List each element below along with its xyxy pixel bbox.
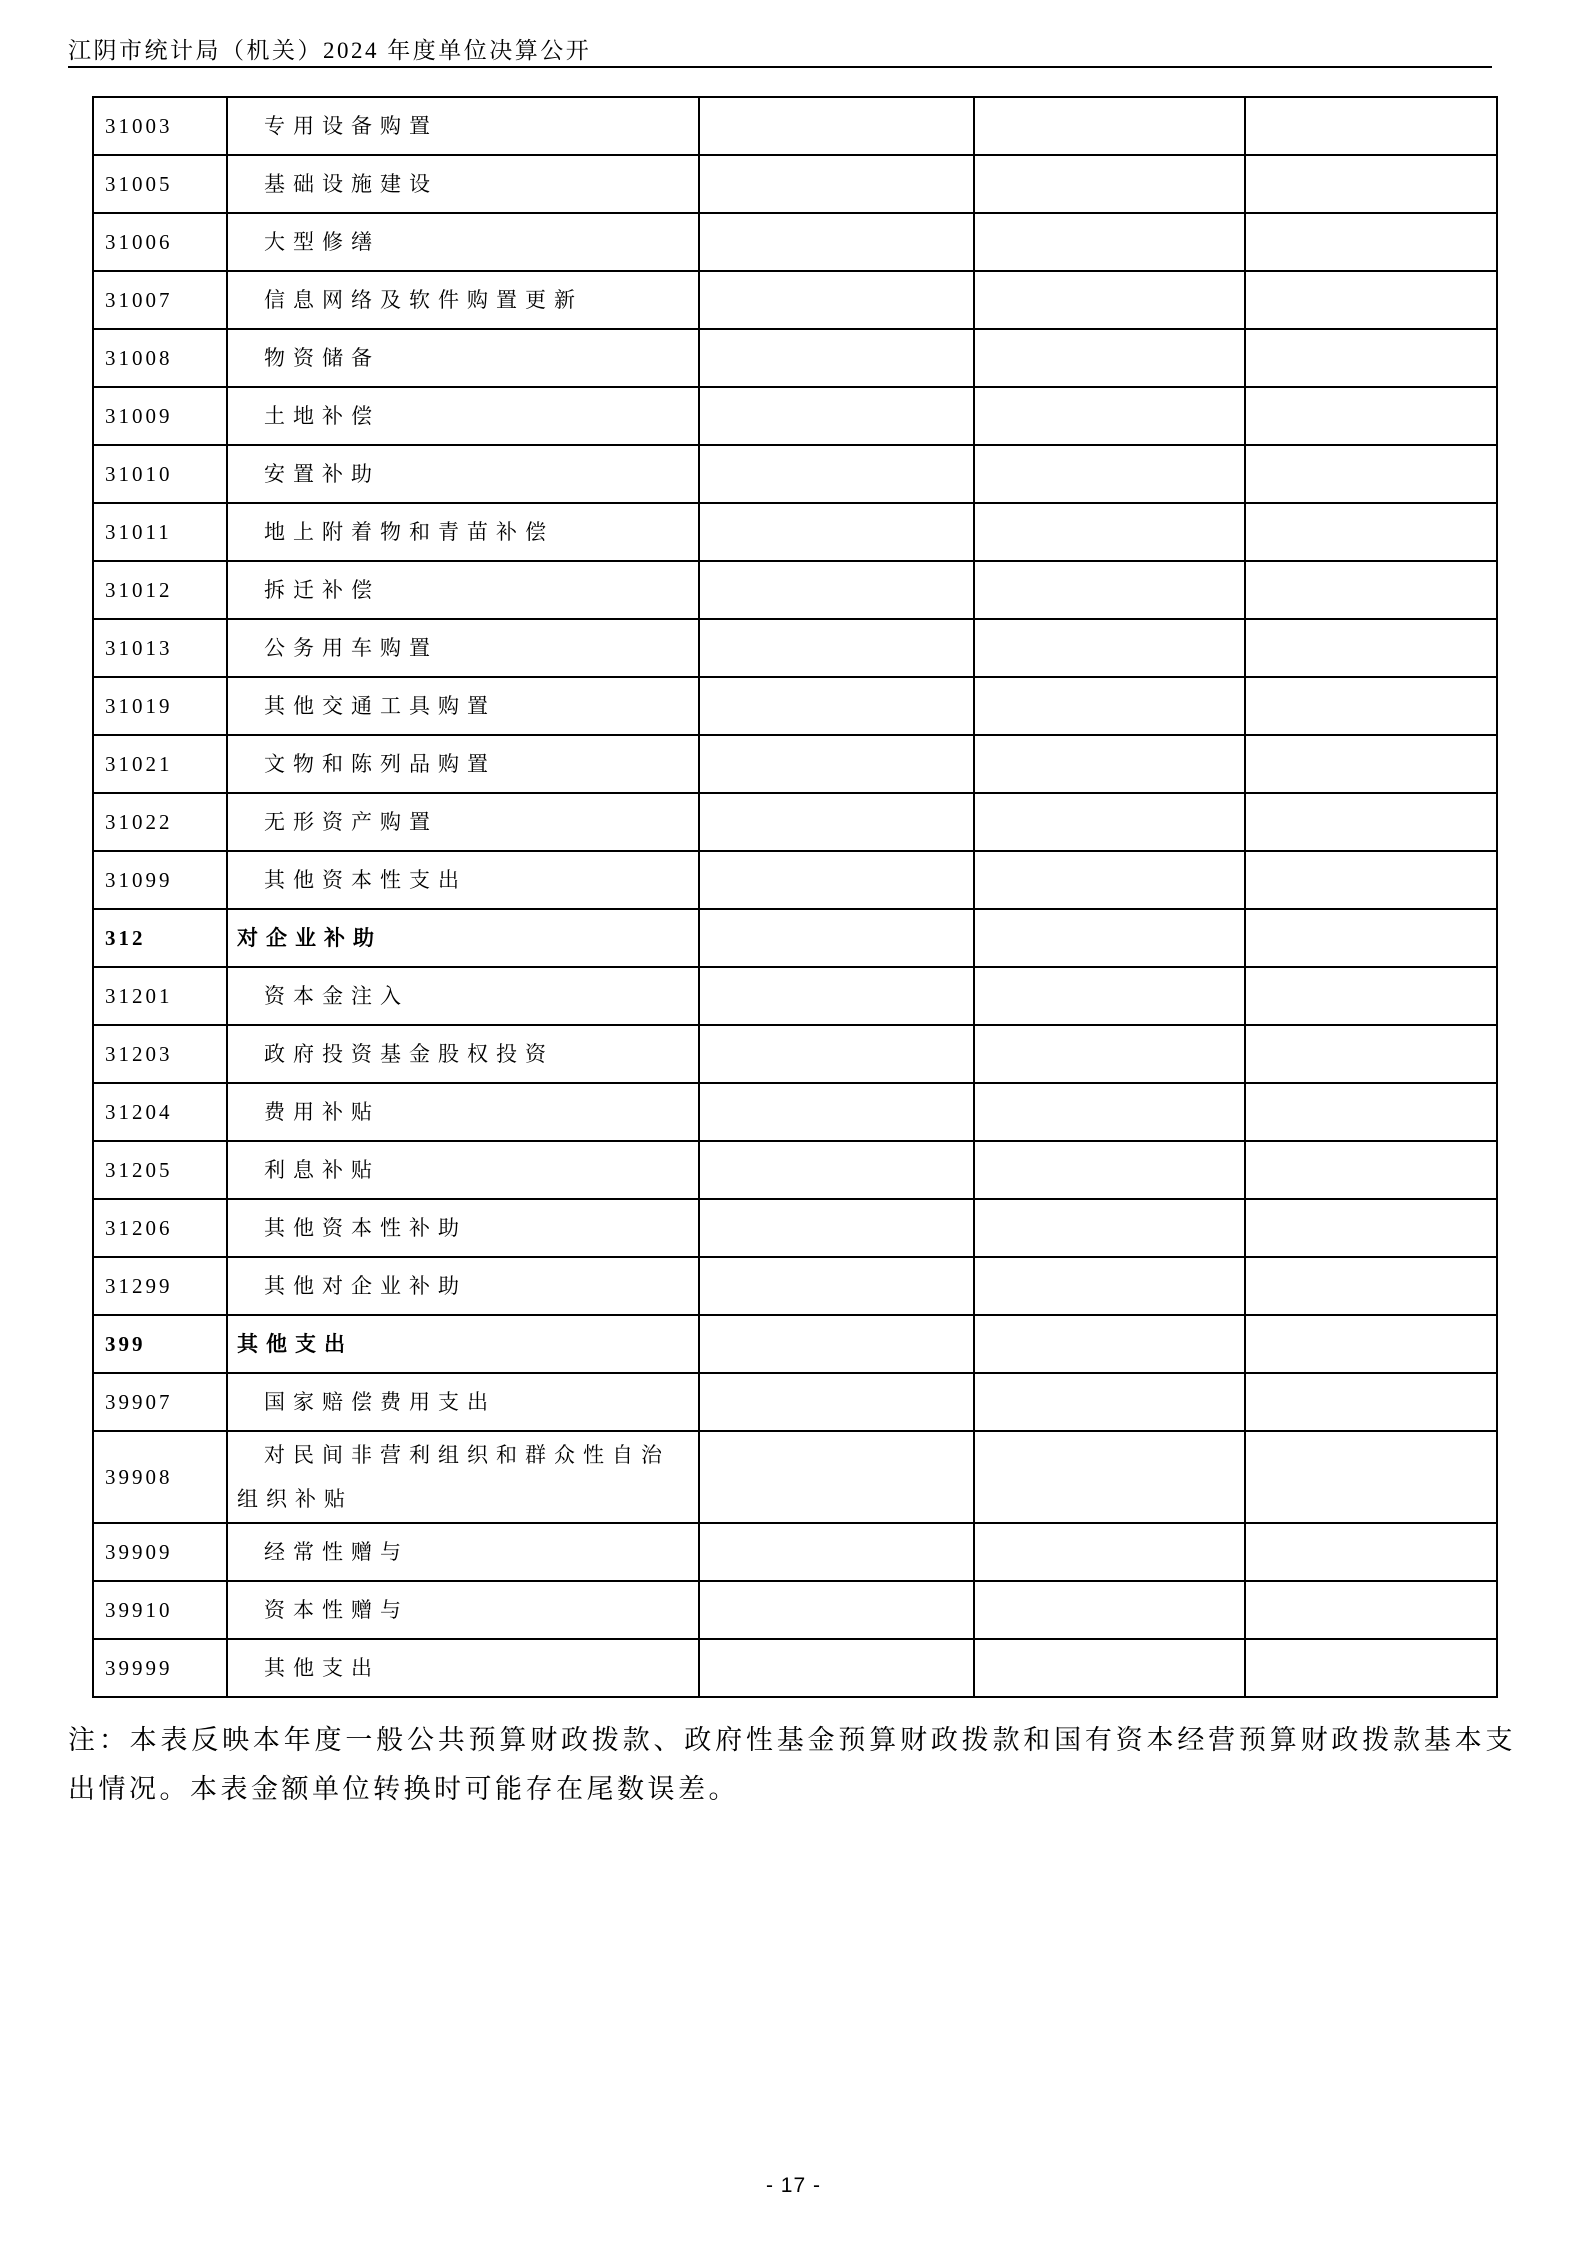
name-cell: 专用设备购置 bbox=[227, 97, 699, 155]
value-cell bbox=[974, 851, 1245, 909]
table-row bbox=[93, 1581, 1497, 1639]
value-cell bbox=[974, 271, 1245, 329]
table-row bbox=[93, 213, 1497, 271]
code-cell: 31299 bbox=[93, 1257, 227, 1315]
name-cell: 其他交通工具购置 bbox=[227, 677, 699, 735]
code-cell: 31099 bbox=[93, 851, 227, 909]
note-text: 注：本表反映本年度一般公共预算财政拨款、政府性基金预算财政拨款和国有资本经营预算财政拨款基本支出情况。本表金额单位转换时可能存在尾数误差。 bbox=[68, 1725, 1516, 1804]
table-row bbox=[93, 1373, 1497, 1431]
name-cell: 其他支出 bbox=[227, 1315, 699, 1373]
code-cell: 31013 bbox=[93, 619, 227, 677]
value-cell bbox=[974, 619, 1245, 677]
value-cell bbox=[699, 1199, 974, 1257]
code-cell: 39909 bbox=[93, 1523, 227, 1581]
code-cell: 399 bbox=[93, 1315, 227, 1373]
value-cell bbox=[1245, 1083, 1497, 1141]
value-cell bbox=[974, 329, 1245, 387]
value-cell bbox=[1245, 1199, 1497, 1257]
value-cell bbox=[974, 1581, 1245, 1639]
value-cell bbox=[1245, 677, 1497, 735]
header-rule bbox=[68, 66, 1492, 68]
value-cell bbox=[1245, 619, 1497, 677]
value-cell bbox=[974, 793, 1245, 851]
value-cell bbox=[974, 1523, 1245, 1581]
value-cell bbox=[974, 1141, 1245, 1199]
value-cell bbox=[699, 735, 974, 793]
value-cell bbox=[1245, 445, 1497, 503]
value-cell bbox=[699, 967, 974, 1025]
code-cell: 31206 bbox=[93, 1199, 227, 1257]
name-cell: 对民间非营利组织和群众性自治组织补贴 bbox=[227, 1431, 699, 1523]
value-cell bbox=[699, 1257, 974, 1315]
value-cell bbox=[1245, 1431, 1497, 1523]
code-cell: 31203 bbox=[93, 1025, 227, 1083]
name-cell: 其他对企业补助 bbox=[227, 1257, 699, 1315]
value-cell bbox=[699, 619, 974, 677]
code-cell: 31006 bbox=[93, 213, 227, 271]
table-row bbox=[93, 1199, 1497, 1257]
value-cell bbox=[699, 1025, 974, 1083]
value-cell bbox=[974, 1083, 1245, 1141]
code-cell: 39908 bbox=[93, 1431, 227, 1523]
table-row bbox=[93, 619, 1497, 677]
table-row bbox=[93, 1025, 1497, 1083]
name-cell: 土地补偿 bbox=[227, 387, 699, 445]
code-cell: 31012 bbox=[93, 561, 227, 619]
value-cell bbox=[1245, 1523, 1497, 1581]
value-cell bbox=[1245, 1639, 1497, 1697]
value-cell bbox=[1245, 387, 1497, 445]
code-cell: 31205 bbox=[93, 1141, 227, 1199]
value-cell bbox=[1245, 735, 1497, 793]
value-cell bbox=[974, 1373, 1245, 1431]
value-cell bbox=[1245, 1257, 1497, 1315]
value-cell bbox=[974, 1025, 1245, 1083]
value-cell bbox=[1245, 213, 1497, 271]
name-cell: 大型修缮 bbox=[227, 213, 699, 271]
value-cell bbox=[974, 1199, 1245, 1257]
value-cell bbox=[699, 387, 974, 445]
value-cell bbox=[1245, 155, 1497, 213]
name-cell: 其他资本性补助 bbox=[227, 1199, 699, 1257]
value-cell bbox=[1245, 329, 1497, 387]
table-row bbox=[93, 1431, 1497, 1523]
value-cell bbox=[974, 387, 1245, 445]
value-cell bbox=[974, 561, 1245, 619]
code-cell: 39999 bbox=[93, 1639, 227, 1697]
table-row bbox=[93, 387, 1497, 445]
value-cell bbox=[699, 155, 974, 213]
table-row bbox=[93, 1523, 1497, 1581]
value-cell bbox=[974, 1431, 1245, 1523]
table-row bbox=[93, 909, 1497, 967]
value-cell bbox=[1245, 1581, 1497, 1639]
value-cell bbox=[1245, 1025, 1497, 1083]
name-cell: 资本金注入 bbox=[227, 967, 699, 1025]
name-cell: 费用补贴 bbox=[227, 1083, 699, 1141]
table-row bbox=[93, 445, 1497, 503]
value-cell bbox=[1245, 271, 1497, 329]
value-cell bbox=[1245, 1141, 1497, 1199]
table-row bbox=[93, 677, 1497, 735]
value-cell bbox=[699, 445, 974, 503]
name-cell: 公务用车购置 bbox=[227, 619, 699, 677]
code-cell: 31022 bbox=[93, 793, 227, 851]
value-cell bbox=[699, 1315, 974, 1373]
value-cell bbox=[974, 677, 1245, 735]
value-cell bbox=[974, 735, 1245, 793]
value-cell bbox=[699, 329, 974, 387]
value-cell bbox=[974, 967, 1245, 1025]
table-row bbox=[93, 735, 1497, 793]
name-cell: 物资储备 bbox=[227, 329, 699, 387]
value-cell bbox=[1245, 909, 1497, 967]
value-cell bbox=[974, 1639, 1245, 1697]
value-cell bbox=[1245, 1315, 1497, 1373]
name-cell: 其他支出 bbox=[227, 1639, 699, 1697]
code-cell: 312 bbox=[93, 909, 227, 967]
name-cell: 经常性赠与 bbox=[227, 1523, 699, 1581]
table-row bbox=[93, 1315, 1497, 1373]
value-cell bbox=[699, 213, 974, 271]
value-cell bbox=[1245, 793, 1497, 851]
table-row bbox=[93, 155, 1497, 213]
table-row bbox=[93, 561, 1497, 619]
code-cell: 31019 bbox=[93, 677, 227, 735]
table-row bbox=[93, 1141, 1497, 1199]
name-cell: 文物和陈列品购置 bbox=[227, 735, 699, 793]
value-cell bbox=[699, 1639, 974, 1697]
code-cell: 31201 bbox=[93, 967, 227, 1025]
value-cell bbox=[699, 1141, 974, 1199]
value-cell bbox=[974, 1257, 1245, 1315]
value-cell bbox=[974, 503, 1245, 561]
code-cell: 31021 bbox=[93, 735, 227, 793]
value-cell bbox=[1245, 97, 1497, 155]
table-row bbox=[93, 271, 1497, 329]
table-row bbox=[93, 967, 1497, 1025]
value-cell bbox=[699, 271, 974, 329]
value-cell bbox=[699, 1083, 974, 1141]
value-cell bbox=[699, 909, 974, 967]
name-cell: 其他资本性支出 bbox=[227, 851, 699, 909]
value-cell bbox=[699, 97, 974, 155]
value-cell bbox=[1245, 503, 1497, 561]
table-row bbox=[93, 97, 1497, 155]
value-cell bbox=[699, 561, 974, 619]
value-cell bbox=[1245, 561, 1497, 619]
value-cell bbox=[699, 677, 974, 735]
name-cell: 地上附着物和青苗补偿 bbox=[227, 503, 699, 561]
name-cell: 资本性赠与 bbox=[227, 1581, 699, 1639]
code-cell: 31005 bbox=[93, 155, 227, 213]
table-row bbox=[93, 1257, 1497, 1315]
code-cell: 31010 bbox=[93, 445, 227, 503]
value-cell bbox=[1245, 967, 1497, 1025]
table-row bbox=[93, 329, 1497, 387]
code-cell: 31008 bbox=[93, 329, 227, 387]
code-cell: 39907 bbox=[93, 1373, 227, 1431]
name-cell: 基础设施建设 bbox=[227, 155, 699, 213]
table-row bbox=[93, 851, 1497, 909]
value-cell bbox=[974, 213, 1245, 271]
value-cell bbox=[974, 445, 1245, 503]
value-cell bbox=[1245, 851, 1497, 909]
table-row bbox=[93, 1083, 1497, 1141]
page-title: 江阴市统计局（机关）2024 年度单位决算公开 bbox=[68, 38, 592, 63]
value-cell bbox=[699, 851, 974, 909]
value-cell bbox=[974, 155, 1245, 213]
value-cell bbox=[1245, 1373, 1497, 1431]
value-cell bbox=[699, 1581, 974, 1639]
name-cell: 国家赔偿费用支出 bbox=[227, 1373, 699, 1431]
value-cell bbox=[699, 1523, 974, 1581]
value-cell bbox=[974, 97, 1245, 155]
name-cell: 拆迁补偿 bbox=[227, 561, 699, 619]
name-cell: 无形资产购置 bbox=[227, 793, 699, 851]
code-cell: 31204 bbox=[93, 1083, 227, 1141]
value-cell bbox=[699, 503, 974, 561]
name-cell: 利息补贴 bbox=[227, 1141, 699, 1199]
code-cell: 31007 bbox=[93, 271, 227, 329]
table-row bbox=[93, 1639, 1497, 1697]
value-cell bbox=[699, 793, 974, 851]
budget-table bbox=[92, 96, 1498, 1698]
code-cell: 39910 bbox=[93, 1581, 227, 1639]
table-row bbox=[93, 503, 1497, 561]
code-cell: 31009 bbox=[93, 387, 227, 445]
name-cell: 信息网络及软件购置更新 bbox=[227, 271, 699, 329]
value-cell bbox=[974, 1315, 1245, 1373]
code-cell: 31003 bbox=[93, 97, 227, 155]
value-cell bbox=[974, 909, 1245, 967]
name-cell: 政府投资基金股权投资 bbox=[227, 1025, 699, 1083]
code-cell: 31011 bbox=[93, 503, 227, 561]
name-cell: 对企业补助 bbox=[227, 909, 699, 967]
table-row bbox=[93, 793, 1497, 851]
value-cell bbox=[699, 1373, 974, 1431]
name-cell: 安置补助 bbox=[227, 445, 699, 503]
page-number: - 17 - bbox=[765, 2174, 821, 2197]
value-cell bbox=[699, 1431, 974, 1523]
